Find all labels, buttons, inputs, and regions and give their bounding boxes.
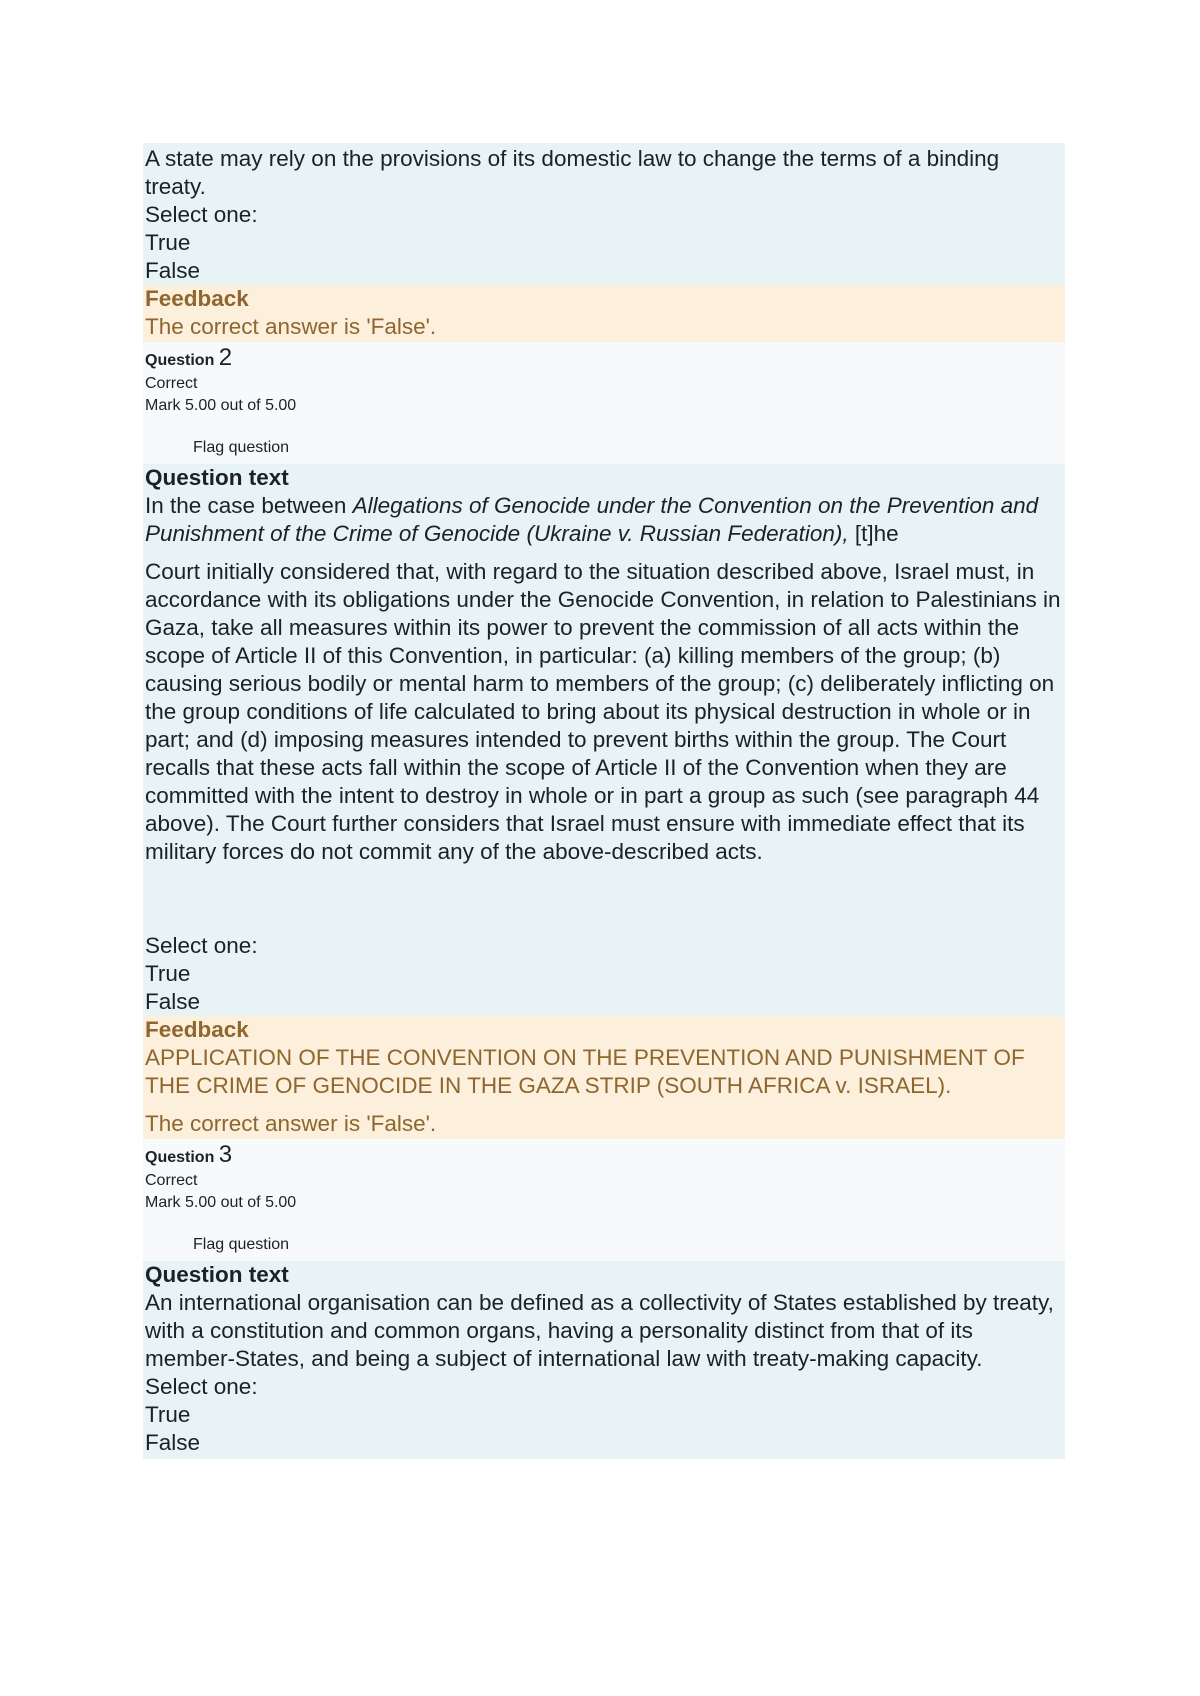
question-1-prompt: Select one: (145, 202, 258, 227)
question-3-grade: Mark 5.00 out of 5.00 (145, 1194, 297, 1211)
question-3-prompt: Select one: (145, 1374, 258, 1399)
feedback-heading: Feedback (145, 286, 249, 311)
question-3-option-true[interactable]: True (145, 1402, 191, 1427)
question-1-text: A state may rely on the provisions of its domestic law to change the terms of a binding treaty. (145, 146, 1000, 199)
feedback-case-name: APPLICATION OF THE CONVENTION ON THE PREVENTION AND PUNISHMENT OF THE CRIME OF GENOCIDE IN THE GAZA STRIP (SOUTH AFRICA v. ISRAEL). (145, 1045, 1025, 1098)
question-1-option-false[interactable]: False (145, 258, 201, 283)
question-text-heading: Question text (145, 1262, 289, 1287)
feedback-correct-answer: The correct answer is 'False'. (145, 1111, 437, 1136)
question-2-option-false[interactable]: False (145, 989, 201, 1014)
feedback-correct-answer: The correct answer is 'False'. (145, 314, 437, 339)
flag-question-link[interactable]: Flag question (193, 1236, 290, 1253)
question-2-content (143, 464, 1065, 1016)
question-3-info (143, 1139, 1065, 1261)
question-2-body: Court initially considered that, with regard to the situation described above, Israel must, in accordance with its obligations under the Genocide Convention, in relation to Palestinians in Gaza, take all measures within its power to prevent the commission of all acts within the scope of Article II of this Convention, in particular: (a) killing members of the group; (b) causing serious bodily or mental harm to members of the group; (c) deliberately inflicting on the group conditions of life calculated to bring about its physical destruction in whole or in part; and (d) imposing measures intended to prevent births within the group. The Court recalls that these acts fall within the scope of Article II of the Convention when they are committed with the intent to destroy in whole or in part a group as such (see paragraph 44 above). The Court further considers that Israel must ensure with immediate effect that its military forces do not commit any of the above-described acts. (145, 559, 1061, 864)
question-2-feedback (143, 1016, 1065, 1139)
question-text-heading: Question text (145, 465, 289, 490)
question-2-prompt: Select one: (145, 933, 258, 958)
feedback-heading: Feedback (145, 1017, 249, 1042)
question-1-feedback (143, 285, 1065, 342)
question-3-state: Correct (145, 1172, 198, 1189)
question-2-number: Question 2 (145, 344, 233, 371)
question-3-body: An international organisation can be defined as a collectivity of States established by treaty, with a constitution and common organs, having a personality distinct from that of its member-States, and being a subject of international law with treaty-making capacity. (145, 1290, 1054, 1371)
question-2-intro: In the case between Allegations of Genocide under the Convention on the Prevention and Punishment of the Crime of Genocide (Ukraine v. Russian Federation), [t]he (145, 493, 1039, 546)
question-2-info (143, 342, 1065, 464)
flag-question-link[interactable]: Flag question (193, 439, 290, 456)
quiz-review-page (143, 143, 1065, 1459)
question-2-grade: Mark 5.00 out of 5.00 (145, 397, 297, 414)
question-1-option-true[interactable]: True (145, 230, 191, 255)
question-2-option-true[interactable]: True (145, 961, 191, 986)
question-3-option-false[interactable]: False (145, 1430, 201, 1455)
question-2-state: Correct (145, 375, 198, 392)
question-3-content (143, 1261, 1065, 1459)
question-3-number: Question 3 (145, 1141, 233, 1168)
question-1-content (143, 143, 1065, 285)
